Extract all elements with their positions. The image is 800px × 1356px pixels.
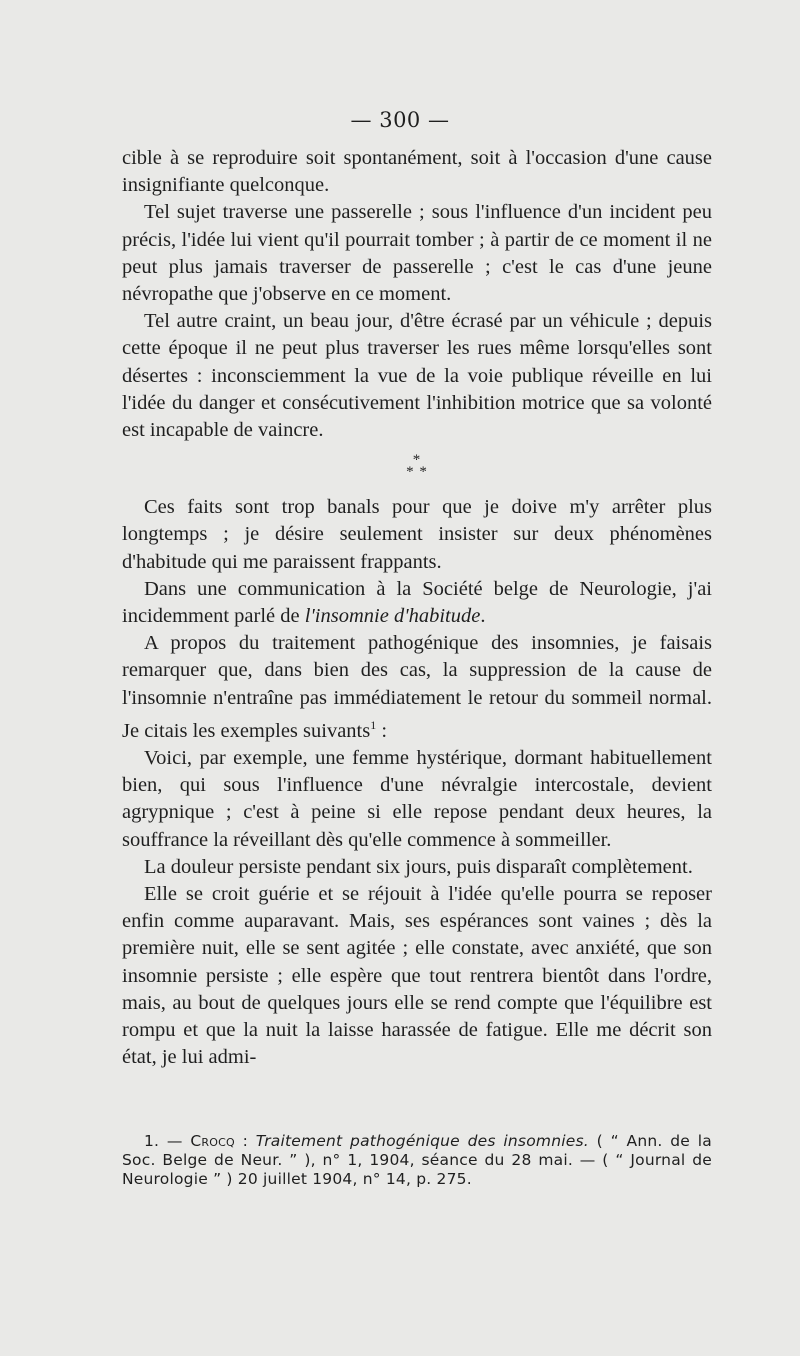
paragraph-communication-text: Dans une communication à la Société belge de Neurologie, j'ai incidemment parlé de xyxy=(122,577,712,628)
footnote xyxy=(122,1132,712,1189)
page-number: — 300 — xyxy=(350,108,450,132)
body-text xyxy=(122,145,712,1071)
insomnie-habitude-term: l'insomnie d'habitude xyxy=(304,605,481,628)
footnote-title: Traitement pathogénique des insomnies. xyxy=(255,1132,589,1150)
paragraph-communication-end: . xyxy=(480,605,486,628)
asterism-bottom: * * xyxy=(406,464,428,481)
paragraph-passerelle: Tel sujet traverse une passerelle ; sous l'influence d'un incident peu précis, l'idée lui vient qu'il pourrait tomber ; à partir de ce moment il ne peut plus jamais traverser de passerelle ; c'est le cas d'une jeune névropathe que j'observe en ce moment. xyxy=(122,201,712,306)
paragraph-femme-hysterique: Voici, par exemple, une femme hystérique, dormant habituellement bien, qui sous l'influence d'une névralgie intercostale, devient agrypnique ; c'est à peine si elle repose pendant deux heures, la souffrance la réveillant dès qu'elle commence à sommeiller. xyxy=(122,746,712,851)
footnote-author: Crocq xyxy=(190,1132,235,1150)
paragraph-douleur: La douleur persiste pendant six jours, puis disparaît complètement. xyxy=(144,855,693,878)
paragraph-traitement-text: A propos du traitement pathogénique des insomnies, je faisais remarquer que, dans bien des cas, la suppression de la cause de l'insomnie n'entraîne pas immédiatement le retour du sommeil normal. Je citais les exemples suivants xyxy=(122,632,712,742)
paragraph-traitement-end: : xyxy=(376,719,388,742)
footnote-number: 1. — xyxy=(144,1132,191,1150)
section-separator xyxy=(122,452,712,481)
paragraph-continuation: cible à se reproduire soit spontanément, soit à l'occasion d'une cause insignifiante quelconque. xyxy=(122,147,712,197)
asterism-top: * xyxy=(412,452,422,469)
paragraph-guerie: Elle se croit guérie et se réjouit à l'idée qu'elle pourra se reposer enfin comme auparavant. Mais, ses espérances sont vaines ; dès la première nuit, elle se sent agitée ; elle constate, avec anxiété, que son insomnie persiste ; elle espère que tout rentrera bientôt dans l'ordre, mais, au bout de quelques jours elle se rend compte que l'équilibre est rompu et que la nuit la laisse harassée de fatigue. Elle me décrit son état, je lui admi- xyxy=(122,882,712,1069)
paragraph-traitement xyxy=(122,630,712,745)
footnote-colon: : xyxy=(234,1132,256,1150)
paragraph-faits-banals: Ces faits sont trop banals pour que je doive m'y arrêter plus longtemps ; je désire seulement insister sur deux phénomènes d'habitude qui me paraissent frappants. xyxy=(122,496,712,573)
paragraph-vehicule: Tel autre craint, un beau jour, d'être écrasé par un véhicule ; depuis cette époque il ne peut plus traverser les rues même lorsqu'elles sont désertes : inconsciemment la vue de la voie publique réveille en lui l'idée du danger et consécutivement l'inhibition motrice que sa volonté est incapable de vaincre. xyxy=(122,310,712,442)
paragraph-communication xyxy=(122,576,712,630)
footnote-reference: 1 xyxy=(370,717,377,732)
footnote-details: ( “ Ann. de la Soc. Belge de Neur. ” ), n° 1, 1904, séance du 28 mai. — ( “ Journal de Neurologie ” ) 20 juillet 1904, n° 14, p. 275. xyxy=(122,1132,712,1188)
